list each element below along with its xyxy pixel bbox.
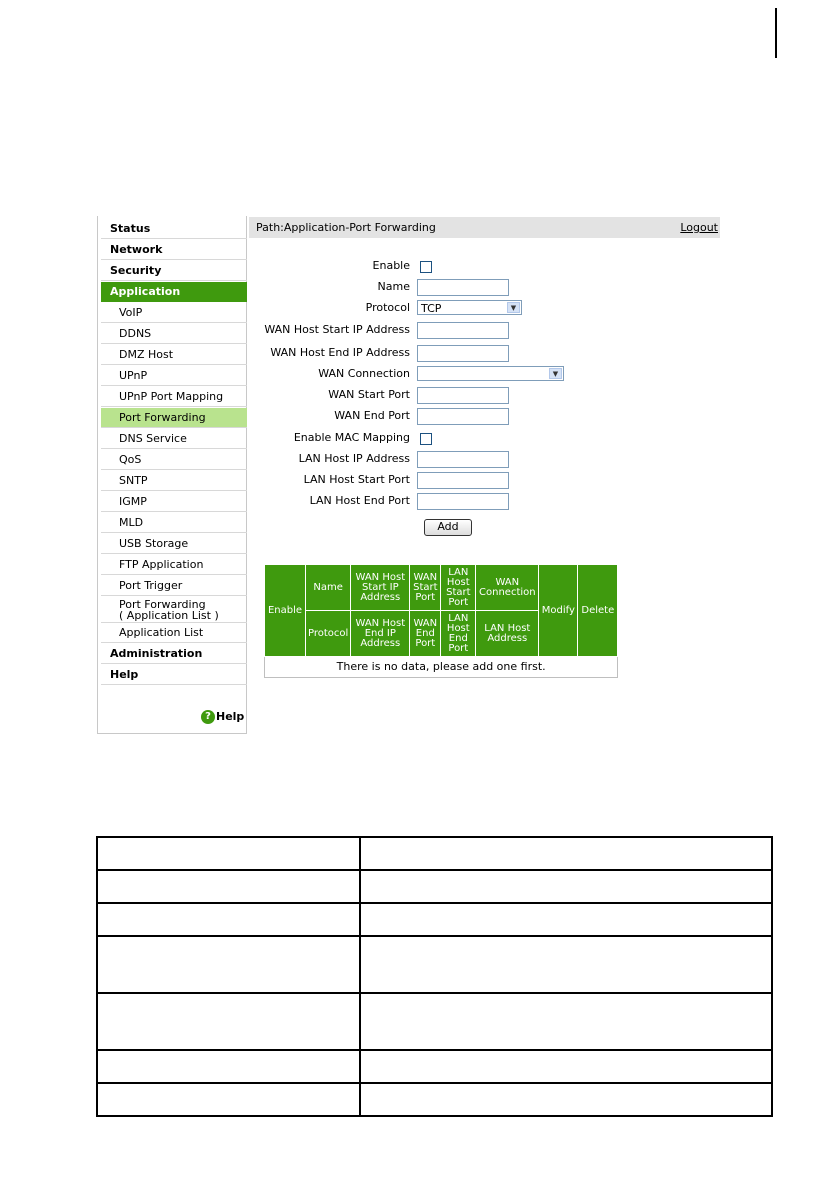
- sidebar-item-help[interactable]: Help: [101, 665, 247, 685]
- header-line: LAN Host: [484, 622, 531, 634]
- enable-label: Enable: [372, 259, 410, 272]
- header-line: WAN: [413, 571, 438, 583]
- col-name: Name: [306, 565, 351, 611]
- table-header-row: [265, 565, 618, 611]
- add-button[interactable]: Add: [424, 519, 472, 536]
- sidebar-item-label: Port Forwarding: [119, 598, 206, 611]
- wan-host-end-ip-input[interactable]: [417, 345, 509, 362]
- help-link-label: Help: [216, 710, 245, 723]
- wan-host-start-ip-input[interactable]: [417, 322, 509, 339]
- sidebar-item-usb-storage[interactable]: USB Storage: [101, 534, 247, 554]
- sidebar-item-mld[interactable]: MLD: [101, 513, 247, 533]
- protocol-select-value: TCP: [421, 302, 442, 315]
- header-line: Connection: [479, 586, 536, 598]
- name-input[interactable]: [417, 279, 509, 296]
- header-line: Address: [487, 632, 528, 644]
- header-line: Port: [448, 596, 469, 608]
- table-cell: [97, 837, 360, 870]
- wan-host-end-ip-label: WAN Host End IP Address: [270, 346, 410, 359]
- header-line: Port: [415, 591, 436, 603]
- description-table: [96, 836, 773, 1117]
- table-cell: [360, 903, 772, 936]
- chevron-down-icon: ▼: [507, 302, 520, 313]
- col-protocol: Protocol: [306, 611, 351, 657]
- wan-start-port-label: WAN Start Port: [328, 388, 410, 401]
- header-line: LAN: [448, 612, 469, 624]
- form-row-wan-start-port: [249, 385, 720, 406]
- sidebar-item-dmz-host[interactable]: DMZ Host: [101, 345, 247, 365]
- table-cell: [360, 936, 772, 993]
- header-line: Host: [446, 622, 470, 634]
- port-forwarding-table: [264, 564, 618, 678]
- form-row-wan-connection: [249, 364, 720, 385]
- lan-host-start-port-input[interactable]: [417, 472, 509, 489]
- form-row-protocol: [249, 298, 720, 319]
- table-cell: [97, 936, 360, 993]
- form-row-wan-host-start-ip: [249, 320, 720, 341]
- sidebar-item-application-list[interactable]: Application List: [101, 623, 247, 643]
- form-row-wan-end-port: [249, 406, 720, 427]
- lan-host-start-port-label: LAN Host Start Port: [303, 473, 410, 486]
- table-row: [97, 870, 772, 903]
- table-cell: [360, 837, 772, 870]
- sidebar-item-status[interactable]: Status: [101, 219, 247, 239]
- table-cell: [97, 1083, 360, 1116]
- lan-host-end-port-label: LAN Host End Port: [309, 494, 410, 507]
- sidebar-item-security[interactable]: Security: [101, 261, 247, 281]
- form-row-lan-host-end-port: [249, 491, 720, 512]
- enable-checkbox[interactable]: [420, 261, 432, 273]
- col-wan-host-end-ip: [351, 611, 410, 657]
- header-line: End: [448, 632, 468, 644]
- table-cell: [97, 1050, 360, 1083]
- sidebar-item-igmp[interactable]: IGMP: [101, 492, 247, 512]
- sidebar: [97, 216, 247, 734]
- table-row: [265, 657, 618, 678]
- table-row: [97, 993, 772, 1050]
- sidebar-item-qos[interactable]: QoS: [101, 450, 247, 470]
- lan-host-ip-input[interactable]: [417, 451, 509, 468]
- header-line: WAN Host: [355, 571, 406, 583]
- sidebar-item-port-forwarding-application-list[interactable]: [101, 597, 247, 623]
- header-line: End: [415, 627, 435, 639]
- enable-mac-mapping-checkbox[interactable]: [420, 433, 432, 445]
- form-row-lan-host-ip: [249, 449, 720, 470]
- sidebar-item-port-trigger[interactable]: Port Trigger: [101, 576, 247, 596]
- wan-connection-select[interactable]: [417, 366, 564, 381]
- enable-mac-mapping-label: Enable MAC Mapping: [293, 431, 410, 444]
- sidebar-item-sublabel: ( Application List ): [119, 609, 219, 622]
- header-line: End IP: [364, 627, 396, 639]
- header-line: Address: [360, 637, 401, 649]
- header-line: LAN: [448, 566, 469, 578]
- header-line: Address: [360, 591, 401, 603]
- form-row-enable-mac-mapping: [249, 428, 720, 449]
- sidebar-item-upnp[interactable]: UPnP: [101, 366, 247, 386]
- help-icon: ?: [201, 710, 215, 724]
- col-modify: Modify: [539, 565, 578, 657]
- table-row: [97, 903, 772, 936]
- col-lan-host-address: [476, 611, 539, 657]
- table-row: [97, 936, 772, 993]
- sidebar-item-administration[interactable]: Administration: [101, 644, 247, 664]
- sidebar-item-voip[interactable]: VoIP: [101, 303, 247, 323]
- name-label: Name: [377, 280, 410, 293]
- sidebar-item-ddns[interactable]: DDNS: [101, 324, 247, 344]
- table-cell: [97, 903, 360, 936]
- header-line: WAN: [413, 617, 438, 629]
- form-row-name: [249, 277, 720, 298]
- header-line: WAN: [495, 576, 520, 588]
- col-lan-host-end-port: [441, 611, 476, 657]
- wan-end-port-input[interactable]: [417, 408, 509, 425]
- form-row-enable: [249, 256, 720, 277]
- lan-host-end-port-input[interactable]: [417, 493, 509, 510]
- sidebar-item-sntp[interactable]: SNTP: [101, 471, 247, 491]
- wan-start-port-input[interactable]: [417, 387, 509, 404]
- protocol-select[interactable]: [417, 300, 522, 315]
- header-line: Start: [446, 586, 471, 598]
- form-row-lan-host-start-port: [249, 470, 720, 491]
- help-link[interactable]: [201, 710, 244, 724]
- col-wan-start-port: [410, 565, 441, 611]
- header-line: Start IP: [362, 581, 399, 593]
- table-cell: [360, 1050, 772, 1083]
- col-wan-end-port: [410, 611, 441, 657]
- table-cell: [97, 993, 360, 1050]
- table-cell: [360, 993, 772, 1050]
- logout-link[interactable]: Logout: [680, 221, 718, 234]
- sidebar-item-application[interactable]: Application: [101, 282, 247, 302]
- table-cell: [360, 870, 772, 903]
- lan-host-ip-label: LAN Host IP Address: [298, 452, 410, 465]
- breadcrumb: Path:Application-Port Forwarding: [256, 221, 436, 234]
- col-wan-connection: [476, 565, 539, 611]
- sidebar-item-network[interactable]: Network: [101, 240, 247, 260]
- header-line: WAN Host: [355, 617, 406, 629]
- page-margin-mark: [775, 8, 777, 58]
- table-cell: [360, 1083, 772, 1116]
- header-line: Port: [448, 642, 469, 654]
- wan-host-start-ip-label: WAN Host Start IP Address: [264, 323, 410, 336]
- chevron-down-icon: ▼: [549, 368, 562, 379]
- table-cell: [97, 870, 360, 903]
- col-enable: Enable: [265, 565, 306, 657]
- sidebar-item-upnp-port-mapping[interactable]: UPnP Port Mapping: [101, 387, 247, 407]
- table-row: [97, 1050, 772, 1083]
- col-delete: Delete: [578, 565, 618, 657]
- header-line: Port: [415, 637, 436, 649]
- breadcrumb-bar: [249, 217, 720, 238]
- wan-connection-label: WAN Connection: [318, 367, 410, 380]
- col-wan-host-start-ip: [351, 565, 410, 611]
- protocol-label: Protocol: [365, 301, 410, 314]
- wan-end-port-label: WAN End Port: [334, 409, 410, 422]
- table-row: [97, 837, 772, 870]
- sidebar-item-dns-service[interactable]: DNS Service: [101, 429, 247, 449]
- router-ui-screenshot: [97, 216, 720, 734]
- empty-table-message: There is no data, please add one first.: [265, 657, 618, 678]
- sidebar-item-port-forwarding[interactable]: Port Forwarding: [101, 408, 247, 428]
- table-row: [97, 1083, 772, 1116]
- col-lan-host-start-port: [441, 565, 476, 611]
- header-line: Start: [413, 581, 438, 593]
- header-line: Host: [446, 576, 470, 588]
- form-row-wan-host-end-ip: [249, 343, 720, 364]
- sidebar-item-ftp-application[interactable]: FTP Application: [101, 555, 247, 575]
